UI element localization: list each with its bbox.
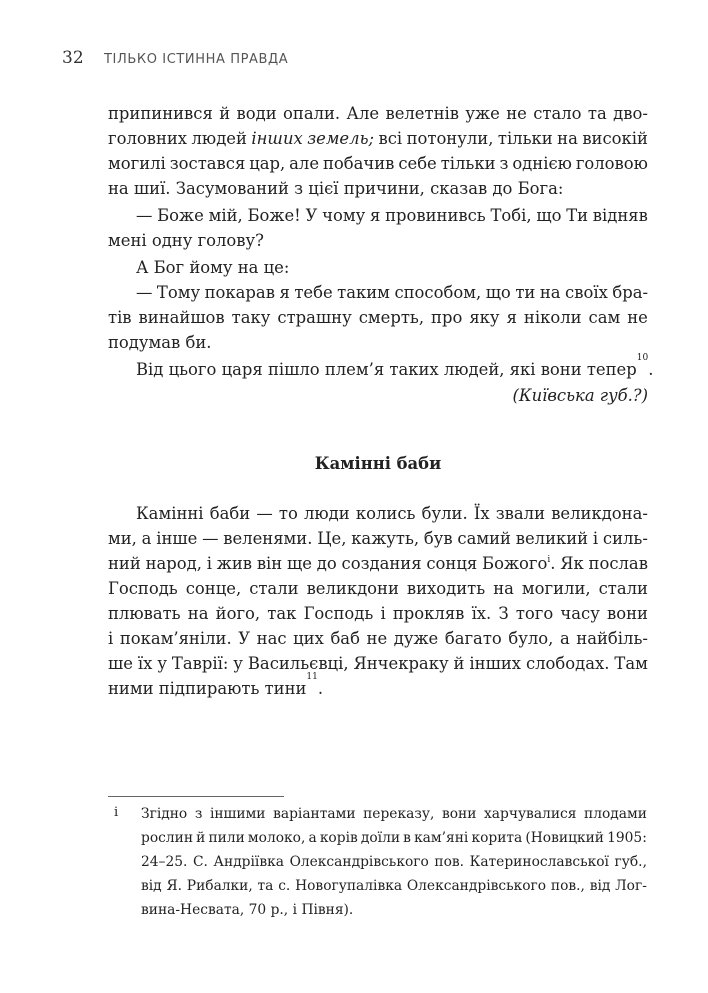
word: Божого$^i$. [482,554,556,573]
word: їх. [471,604,492,623]
word: У [305,206,318,225]
source-text: (Київська губ.?) [512,386,648,405]
word: він [256,554,283,573]
text-line [108,177,648,201]
text-line [108,281,648,305]
word: того [515,604,554,623]
word: самий [457,529,511,548]
word: іншими [209,806,266,822]
word: покарав [204,283,275,302]
word: плювать [108,604,181,623]
word: Лог- [615,878,647,894]
word: (Новицкий [525,830,604,846]
word: Я. [166,878,182,894]
text-span: А Бог йому на це: [136,258,290,277]
word: великий [515,529,589,548]
text-line [108,229,648,253]
word: а [559,629,570,648]
word: припинився [108,104,213,123]
word: р., [270,902,289,918]
word: баб [330,629,360,648]
word: високій [582,129,648,148]
word: рослин [141,830,194,846]
footnote-ref: i [547,555,551,565]
word: таким [337,283,390,302]
book-title: ТІЛЬКО ІСТИННА ПРАВДА [104,52,289,67]
word: від [141,878,162,894]
word: ний [108,554,141,573]
word: ще [287,554,312,573]
word: Олександрівського [406,878,547,894]
text-line [108,306,648,330]
word: бра- [612,283,648,302]
word: Олександрівського [289,854,429,870]
text-span: подумав би. [108,333,212,352]
word: У [238,629,251,648]
word: Ти [566,206,589,225]
word: в [403,830,411,846]
word: але [289,154,320,173]
word: мій, [208,206,243,225]
word: люди [304,504,350,523]
word: Як [560,554,584,573]
word: великдони [306,579,399,598]
word: опали. [283,104,341,123]
word: плодами [584,806,647,822]
word: на [539,283,561,302]
word: Янчекраку [353,654,449,673]
word: ше [108,654,133,673]
word: тільки [497,129,553,148]
text-line [108,672,648,701]
word: від [589,878,611,894]
text-span: . [317,679,324,698]
word: стали [598,579,648,598]
word: велетнів [385,104,459,123]
word: винайшов [138,308,225,327]
word: вони [607,604,648,623]
word: у [233,654,243,673]
word: Таврії: [171,654,229,673]
text-line [108,204,648,228]
word: способом, [394,283,482,302]
word: покам’яніли. [119,629,232,648]
word: цих [293,629,324,648]
word: звали [495,504,546,523]
word: відняв [592,206,648,225]
word: ти [515,283,536,302]
text-span: Від цього царя пішло плем’я таких людей, які вони тепер [136,360,637,379]
word: пили [208,830,245,846]
text-line [108,353,654,382]
word: великдона- [551,504,648,523]
word: вони [441,806,477,822]
word: корита [471,830,523,846]
footnote-line [141,803,647,826]
word: — [202,529,219,548]
word: баби [209,504,251,523]
word: Згідно [141,806,188,822]
word: найбіль- [576,629,648,648]
word: про [431,308,463,327]
word: однією [512,154,572,173]
text-span: мені одну голову? [108,231,264,250]
word: стало [533,104,582,123]
section-title [108,452,648,476]
word: губ., [614,854,647,870]
page-number: 32 [62,48,84,68]
text-line [108,127,648,151]
word: я [279,283,290,302]
word: їх [137,654,153,673]
word: Це, [317,529,347,548]
word: 70 [248,902,267,918]
word: прокляв [392,604,465,623]
word: цар, [249,154,286,173]
word: інших [469,654,521,673]
text-span: ними підпирають тини [108,679,307,698]
word: сам [588,308,621,327]
text-line [108,102,648,126]
word: могилі [108,154,166,173]
word: та [257,878,274,894]
text-line [108,652,648,676]
word: у [157,654,167,673]
word: Боже [157,206,204,225]
word: потонули, [406,129,494,148]
word: та [587,104,607,123]
word: ніколи [523,308,582,327]
text-line [108,552,648,576]
word: своїх [565,283,608,302]
word: Боже! [247,206,301,225]
word: веленями. [223,529,313,548]
word: кажуть, [351,529,420,548]
word: не [506,104,527,123]
word: й [453,654,465,673]
footnote-ref: 10 [636,353,649,363]
word: сонця [426,554,478,573]
word: дуже [393,629,439,648]
word: яку [469,308,500,327]
word: Новогупалівка [295,878,403,894]
footnote-ref: 11 [306,672,318,682]
word: і [206,554,212,573]
word: силь- [602,529,648,548]
word: інше [156,529,198,548]
word: тебе [294,283,333,302]
word: багато [444,629,502,648]
word: 1905: [607,830,647,846]
source-note [108,384,648,408]
word: З [498,604,509,623]
word: головних [108,129,188,148]
word: не [627,308,648,327]
word: і [108,629,114,648]
word: головою [575,154,648,173]
text-line [108,152,648,176]
word: до [316,554,337,573]
text-line [108,256,648,280]
word: молоко, [247,830,306,846]
word: — [256,504,273,523]
text-line [108,577,648,601]
word: уже [465,104,500,123]
word: таку [231,308,271,327]
word: й [196,830,206,846]
footnote-line [141,827,647,850]
word: Господь [108,579,178,598]
word: побачив [322,154,395,173]
word: Катеринославської [469,854,609,870]
word: пов. [434,854,465,870]
word: пов., [550,878,585,894]
word: харчувалися [483,806,577,822]
footnote-line [141,899,647,922]
word: виходить [406,579,486,598]
word: варіантами [273,806,356,822]
word: могили, [521,579,591,598]
word: С. [193,854,208,870]
word: себе [398,154,437,173]
word: — [136,206,153,225]
word: нас [256,629,287,648]
word: доїли [360,830,401,846]
word: ми, [108,529,137,548]
word: — [136,283,153,302]
footnote-marker: i [114,805,119,820]
word: часу [560,604,600,623]
word: зостався [169,154,246,173]
word: страшну [277,308,352,327]
word: на [557,129,578,148]
word: я [506,308,517,327]
word: на [493,579,514,598]
word: його, [215,604,261,623]
word: переказу, [363,806,435,822]
word: а [308,830,317,846]
word: дво- [613,104,648,123]
word: не [366,629,388,648]
word: кам’яні [414,830,469,846]
word: тільки [440,154,496,173]
word: і [380,604,386,623]
word: корів [319,830,358,846]
word: стали [249,579,299,598]
word: що [536,206,562,225]
word: Там [614,654,648,673]
word: слободах. [525,654,610,673]
word: народ, [145,554,202,573]
word: був [423,529,453,548]
word: а [141,529,152,548]
word: вина-Несвата, [141,902,245,918]
text-line [108,527,648,551]
footnote-line [141,875,647,898]
word: з [194,806,203,822]
word: так [267,604,297,623]
word: води [236,104,277,123]
word: на [187,604,209,623]
word: я [369,206,381,225]
word: й [219,104,231,123]
word: Камінні [136,504,204,523]
word: смерть, [358,308,425,327]
section-title-text: Камінні баби [314,454,442,473]
word: були. [421,504,468,523]
word: провинивсь [385,206,486,225]
word: создания [341,554,422,573]
text-span: на шиї. Засумований з цієї причини, сказав до Бога: [108,179,564,198]
word: що [485,283,511,302]
text-line [108,627,648,651]
word: було, [508,629,554,648]
word: Але [346,104,380,123]
text-line [108,331,648,355]
text-line [108,602,648,626]
word: Рибалки, [186,878,253,894]
italic-word: інших [251,129,303,148]
word: і [592,529,599,548]
word: 24–25. [141,854,188,870]
text-span: . [648,360,654,379]
word: то [278,504,298,523]
word: з [499,154,509,173]
word: тів [108,308,132,327]
word: Півня). [301,902,354,918]
text-line [108,502,648,526]
word: жив [216,554,253,573]
word: чому [322,206,366,225]
word: сонце, [185,579,242,598]
footnote-divider [108,796,284,797]
word: Господь [303,604,374,623]
word: людей [191,129,247,148]
word: Тому [156,283,201,302]
word: колись [355,504,416,523]
word: і [292,902,298,918]
word: Андріївка [213,854,284,870]
footnote-line [141,851,647,874]
word: Васильєвці, [247,654,349,673]
word: послав [588,554,648,573]
running-header [62,48,288,68]
word: с. [278,878,291,894]
italic-word: земель; [307,129,375,148]
word: Їх [473,504,490,523]
word: Тобі, [490,206,532,225]
word: всі [378,129,403,148]
